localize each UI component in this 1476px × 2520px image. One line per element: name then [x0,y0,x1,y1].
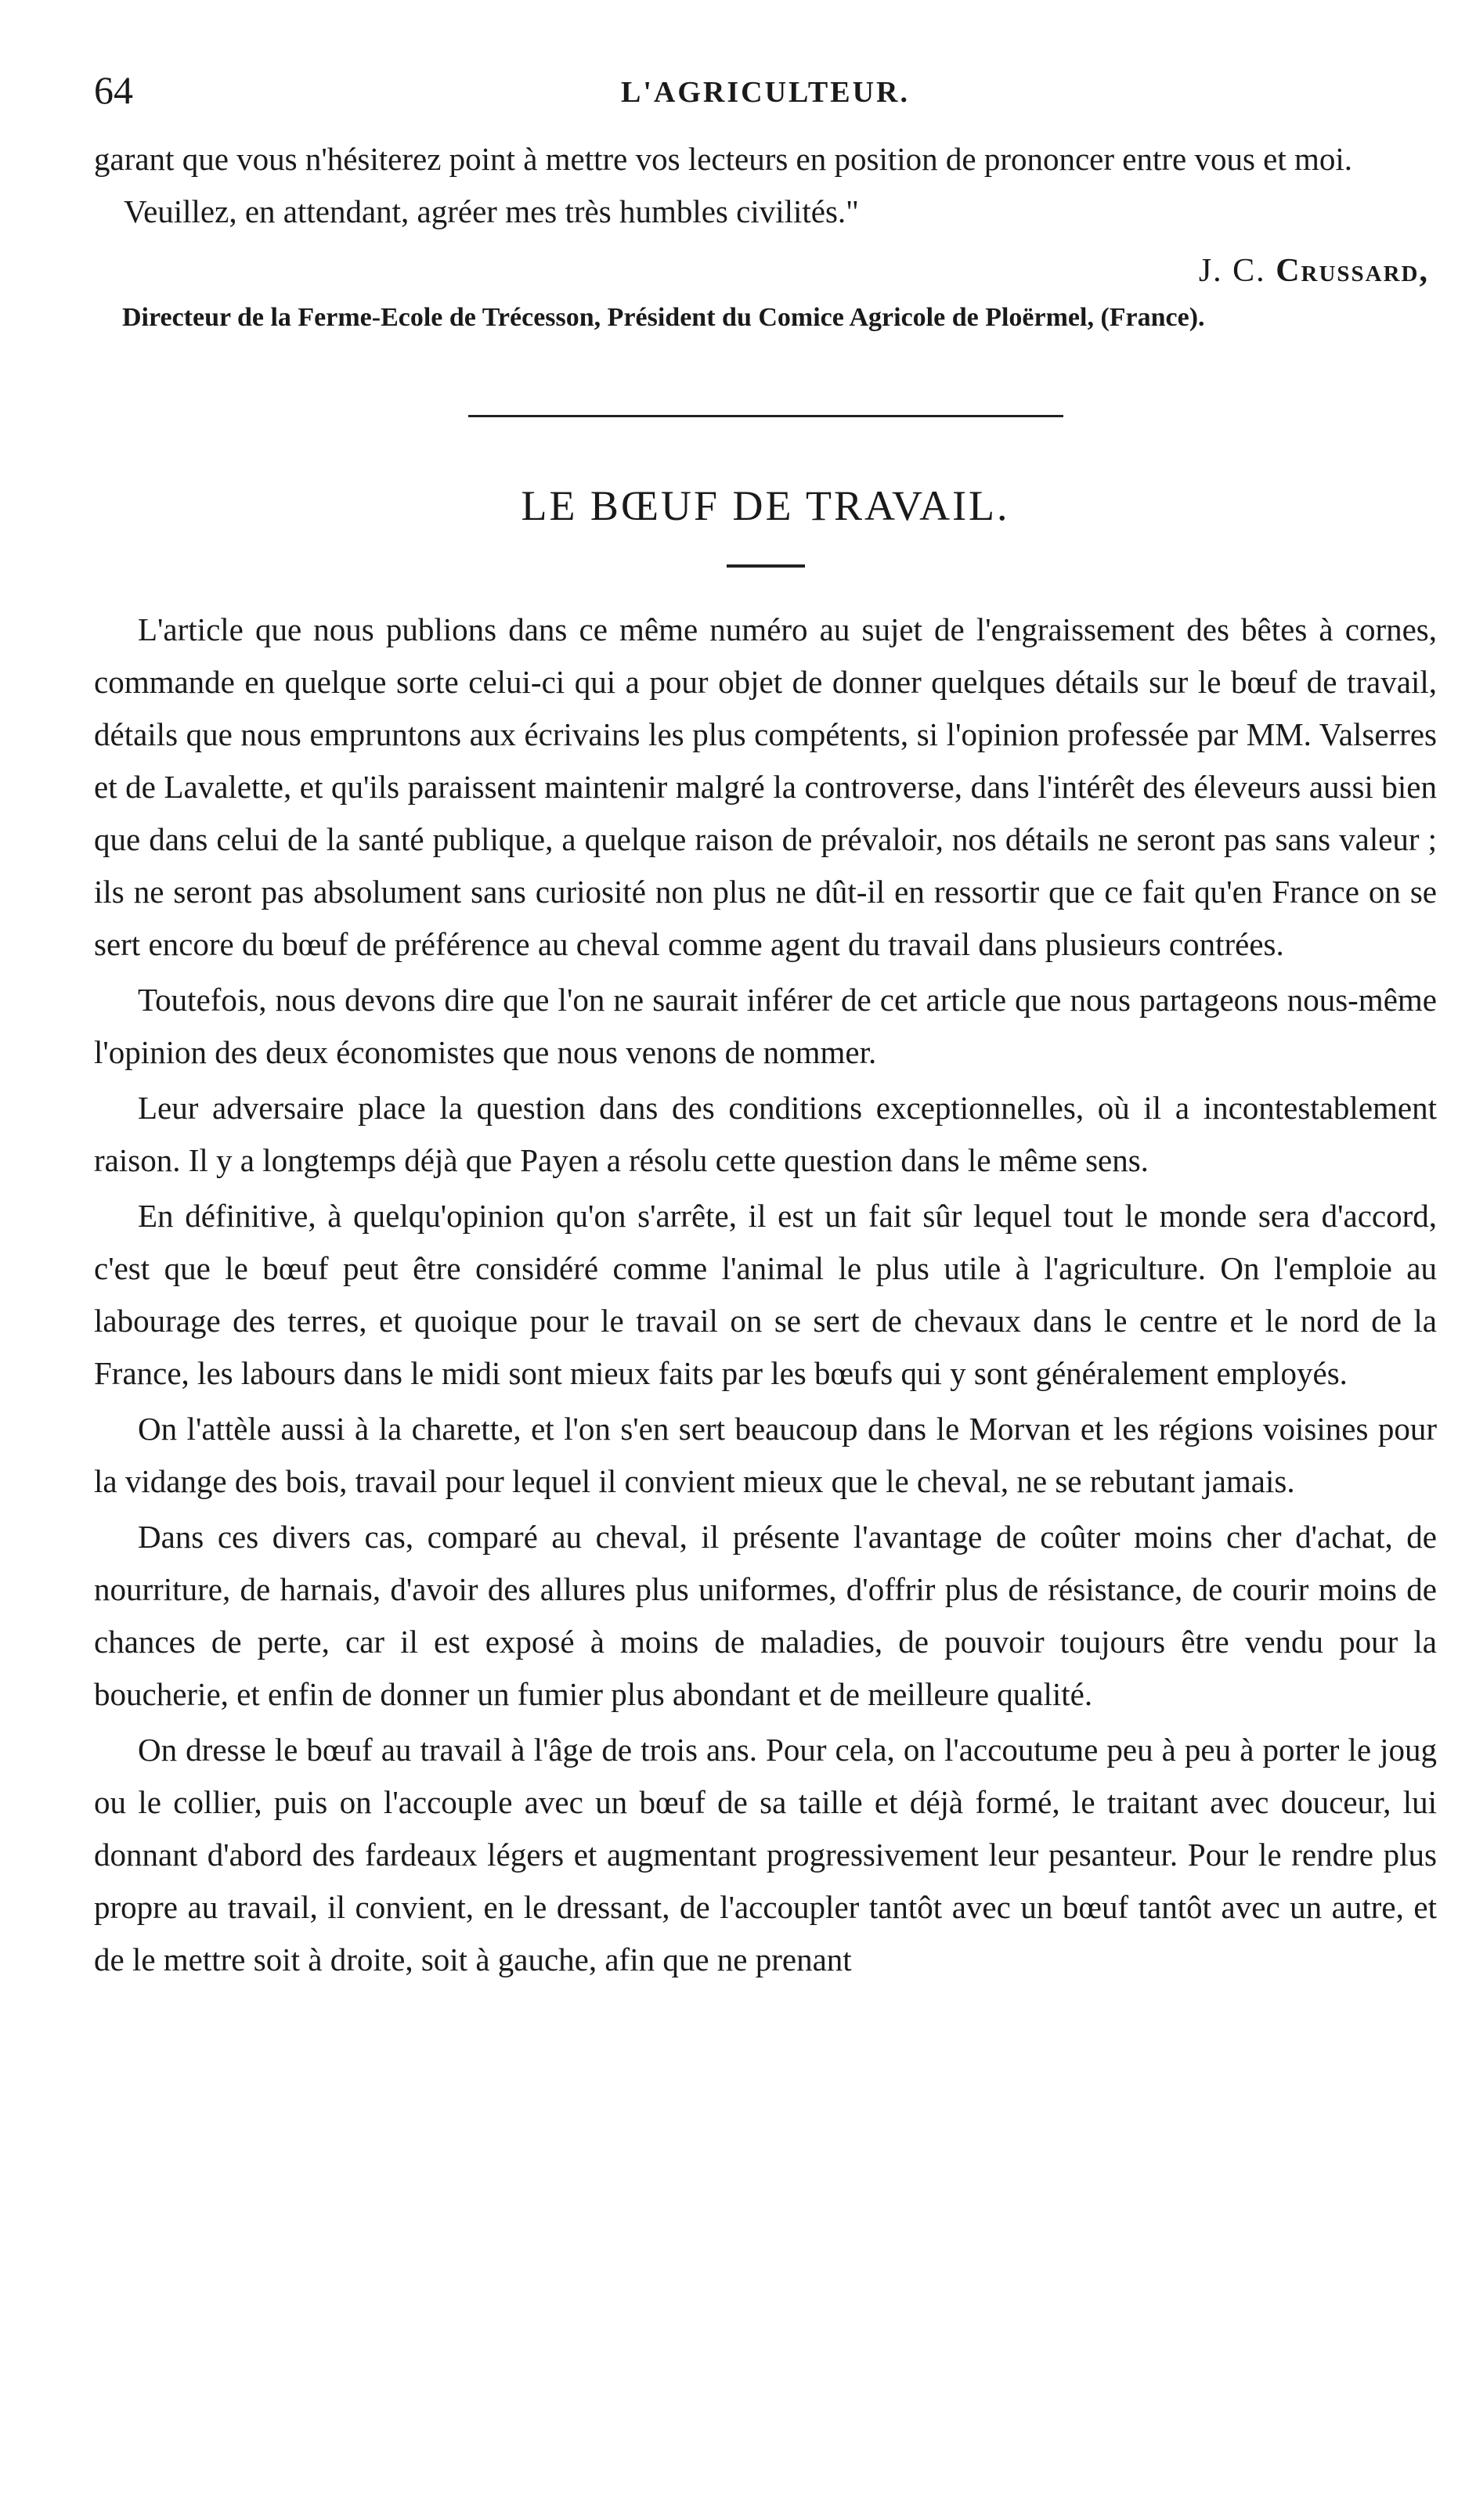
article-paragraph: On l'attèle aussi à la charette, et l'on s'en sert beaucoup dans le Morvan et les régions voisines pour la vidange des bois, travail pour lequel il convient mieux que le cheval, ne se rebutant jamais. [94,1411,1437,1499]
letter-continuation: garant que vous n'hésiterez point à mettre vos lecteurs en position de prononcer entre vous et moi. [94,141,1353,177]
article-paragraph: Toutefois, nous devons dire que l'on ne saurait inférer de cet article que nous partageons nous-même l'opinion des deux économistes que nous venons de nommer. [94,982,1437,1070]
letter-closing [94,133,1437,337]
signature-name: Crussard, [1276,253,1429,289]
page-number: 64 [94,68,133,112]
letter-signature [94,243,1437,299]
letter-valediction: Veuillez, en attendant, agréer mes très humbles civilités." [124,193,859,229]
article-paragraph: En définitive, à quelqu'opinion qu'on s'arrête, il est un fait sûr lequel tout le monde sera d'accord, c'est que le bœuf peut être considéré comme l'animal le plus utile à l'agriculture. On l'emploie au labourage des terres, et quoique pour le travail on se sert de chevaux dans le centre et le nord de la France, les labours dans le midi sont mieux faits par les bœufs qui y sont généralement employés. [94,1198,1437,1391]
article-paragraph: Leur adversaire place la question dans des conditions exceptionnelles, où il a incontestablement raison. Il y a longtemps déjà que Payen a résolu cette question dans le même sens. [94,1090,1437,1178]
section-divider [468,415,1063,417]
article-body [94,604,1437,1986]
title-rule [727,564,805,568]
article-paragraph: L'article que nous publions dans ce même numéro au sujet de l'engraissement des bêtes à cornes, commande en quelque sorte celui-ci qui a pour objet de donner quelques détails sur le bœuf de travail, détails que nous empruntons aux écrivains les plus compétents, si l'opinion professée par MM. Valserres et de Lavalette, et qu'ils paraissent maintenir malgré la controverse, dans l'intérêt des éleveurs aussi bien que dans celui de la santé publique, a quelque raison de prévaloir, nos détails ne seront pas sans valeur ; ils ne seront pas absolument sans curiosité non plus ne dût-il en ressortir que ce fait qu'en France on se sert encore du bœuf de préférence au cheval comme agent du travail dans plusieurs contrées. [94,611,1437,962]
document-page [94,63,1437,1989]
signature-role: Directeur de la Ferme-Ecole de Trécesson, Président du Comice Agricole de Ploërmel, (France). [122,303,1205,332]
signature-initials: J. C. [1198,253,1266,289]
article-title: LE BŒUF DE TRAVAIL. [521,482,1010,529]
article-paragraph: Dans ces divers cas, comparé au cheval, il présente l'avantage de coûter moins cher d'achat, de nourriture, de harnais, d'avoir des allures plus uniformes, d'offrir plus de résistance, de courir moins de chances de perte, car il est exposé à moins de maladies, de pouvoir toujours être vendu pour la boucherie, et enfin de donner un fumier plus abondant et de meilleure qualité. [94,1519,1437,1712]
page-header [94,63,1437,133]
running-title: L'AGRICULTEUR. [621,76,910,109]
article-paragraph: On dresse le bœuf au travail à l'âge de trois ans. Pour cela, on l'accoutume peu à peu à porter le joug ou le collier, puis on l'accouple avec un bœuf de sa taille et déjà formé, le traitant avec douceur, lui donnant d'abord des fardeaux légers et augmentant progressivement leur pesanteur. Pour le rendre plus propre au travail, il convient, en le dressant, de l'accoupler tantôt avec un bœuf tantôt avec un autre, et de le mettre soit à droite, soit à gauche, afin que ne prenant [94,1732,1437,1977]
